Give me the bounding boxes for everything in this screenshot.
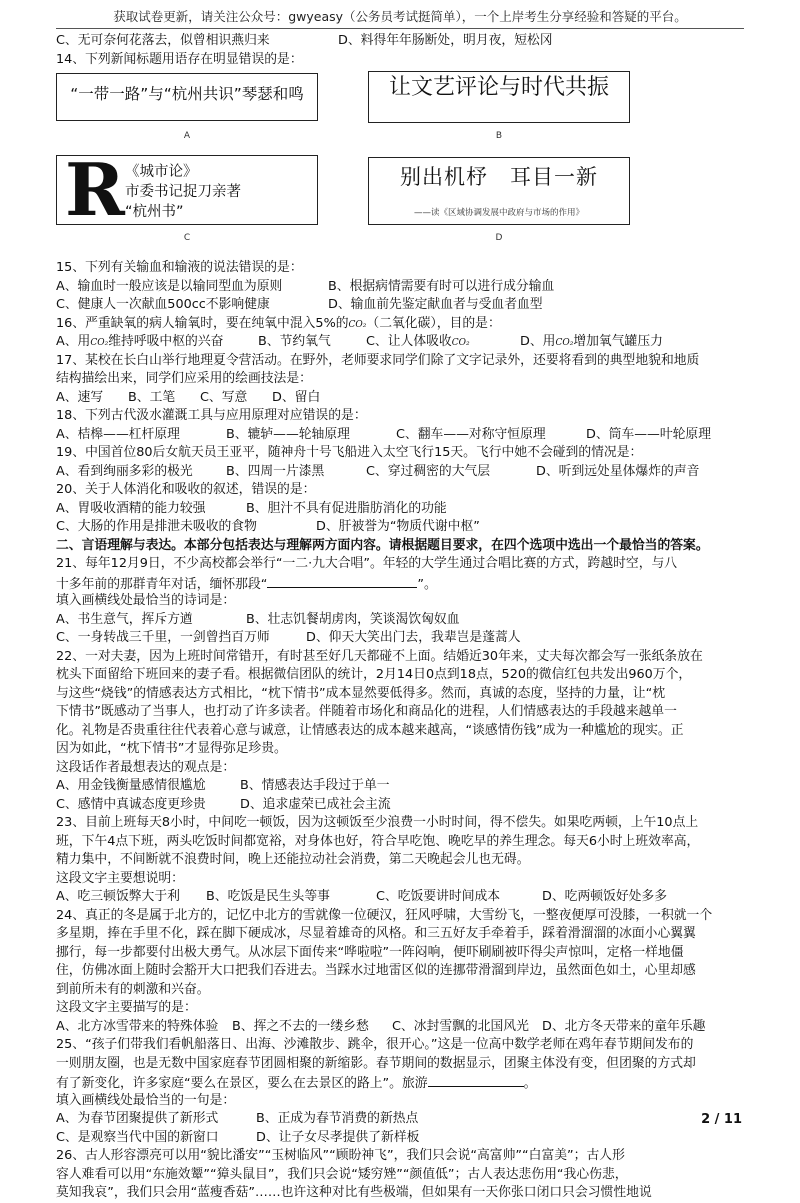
option: D、追求虚荣已成社会主流: [240, 796, 391, 812]
option: A、用CO₂维持呼吸中枢的兴奋: [56, 334, 224, 349]
option: D、让子女尽孝提供了新样板: [256, 1129, 420, 1145]
option: B、情感表达手段过于单一: [240, 778, 390, 793]
passage-line: 住，仿佛冰面上随时会豁开大口把我们吞进去。当踩水过地雷区似的连挪带滑溜到岸边，虽然面色如土，心里却感: [56, 963, 696, 978]
question-stem: 结构描绘出来，同学们应采用的绘画技法是：: [56, 371, 312, 386]
option: D、筒车——叶轮原理: [586, 426, 712, 442]
figure-a: [56, 73, 318, 121]
passage-line: 26、古人形容漂亮可以用“貌比潘安”“玉树临风”“顾盼神飞”，我们只会说“高富帅”“白富美”；古人形: [56, 1148, 625, 1163]
option: D、吃两顿饭好处多多: [542, 889, 668, 904]
passage-line: 22、一对夫妻，因为上班时间常错开，有时甚至好几天都碰不上面。结婚近30年来，丈夫每次都会写一张纸条放在: [56, 648, 703, 664]
figure-b-text: 让文艺评论与时代共振: [388, 75, 609, 100]
option: B、壮志饥餐胡虏肉，笑谈渴饮匈奴血: [246, 611, 460, 627]
figure-c-caption: C: [183, 233, 191, 243]
option: C、让人体吸收CO₂: [366, 334, 470, 349]
fill-blank: [267, 574, 417, 588]
page-number: 2 / 11: [701, 1112, 742, 1127]
passage-line: 与这些“烧钱”的情感表达方式相比，“枕下情书”成本显然要低得多。然而，真诚的态度，坚持的力量，让“枕: [56, 685, 666, 701]
option: A、胃吸收酒精的能力较强: [56, 500, 206, 516]
question-stem: 21、每年12月9日，不少高校都会举行“一二·九大合唱”。年轻的大学生通过合唱比赛的方式，跨越时空，与八: [56, 556, 678, 571]
figure-c-line: “杭州书”: [125, 204, 184, 220]
q18-options: [56, 426, 750, 445]
passage-line: 班，下午4点下班，两头吃饭时间都宽裕，对身体也好，符合早吃饱、晚吃早的养生理念。每天6小时上班效率高，: [56, 833, 700, 849]
q20-options-row1: [56, 500, 750, 519]
question-stem: 14、下列新闻标题用语存在明显错误的是：: [56, 51, 303, 67]
passage-line: 到前所未有的刺激和兴奋。: [56, 981, 210, 997]
option: D、北方冬天带来的童年乐趣: [542, 1018, 706, 1034]
passage-line: 多星期，捧在手里不化，踩在脚下硬成冰，尽显着雄奇的风格。和三五好友手牵着手，踩着滑溜溜的冰面小心翼翼: [56, 926, 696, 941]
q15-options-row1: [56, 278, 750, 297]
option: B、吃饭是民生头等事: [206, 889, 330, 904]
option: B、根据病情需要有时可以进行成分输血: [328, 278, 555, 294]
option: A、看到绚丽多彩的极光: [56, 463, 193, 479]
option: C、穿过稠密的大气层: [366, 463, 491, 479]
option: A、北方冰雪带来的特殊体验: [56, 1018, 219, 1034]
q21-options-row2: [56, 629, 750, 648]
option: D、用CO₂增加氧气罐压力: [520, 334, 663, 349]
option: B、正成为春节消费的新热点: [256, 1111, 419, 1126]
passage-line: 一则朋友圈，也是无数中国家庭春节团圆相聚的新缩影。春节期间的数据显示，团聚主体没有变，但团聚的方式却: [56, 1055, 696, 1071]
q17-options: [56, 389, 750, 408]
passage-line: 因为如此，“枕下情书”才显得弥足珍贵。: [56, 741, 287, 756]
figure-c-line: 市委书记捉刀亲著: [125, 184, 241, 200]
option: A、用金钱衡量感情很尴尬: [56, 778, 206, 793]
q24-options: [56, 1018, 750, 1037]
option: A、为春节团聚提供了新形式: [56, 1111, 219, 1126]
question-stem: 18、下列古代汲水灌溉工具与应用原理对应错误的是：: [56, 408, 367, 423]
stem-text: 有了新变化，许多家庭“要么在景区，要么在去景区的路上”。旅游: [56, 1076, 428, 1091]
question-prompt: 这段文字主要想说明：: [56, 870, 184, 886]
option: C、无可奈何花落去，似曾相识燕归来: [56, 33, 270, 48]
option: B、挥之不去的一缕乡愁: [232, 1018, 369, 1034]
option: D、肝被誉为“物质代谢中枢”: [316, 519, 480, 534]
passage-line: 下情书”既感动了当事人，也打动了许多读者。伴随着市场化和商品化的进程，人们情感表达的手段越来越单一: [56, 704, 677, 719]
option: C、感情中真诚态度更珍贵: [56, 796, 206, 812]
option: B、四周一片漆黑: [226, 463, 325, 479]
option: A、吃三顿饭弊大于利: [56, 889, 180, 904]
stem-text: 。: [523, 1076, 537, 1091]
question-prompt: 这段话作者最想表达的观点是：: [56, 759, 236, 775]
option: A、输血时一般应该是以输同型血为原则: [56, 278, 283, 294]
figure-b-caption: B: [495, 131, 503, 141]
option: B、工笔: [128, 389, 176, 405]
option: B、节约氧气: [258, 334, 331, 349]
option: C、健康人一次献血500cc不影响健康: [56, 297, 270, 312]
option: C、冰封雪飘的北国风光: [392, 1018, 529, 1034]
q22-options-row1: [56, 777, 750, 796]
figure-a-text: “一带一路”与“杭州共识”琴瑟和鸣: [70, 85, 304, 103]
option: A、桔槔——杠杆原理: [56, 426, 180, 442]
option: D、输血前先鉴定献血者与受血者血型: [328, 297, 543, 312]
option: B、辘轳——轮轴原理: [226, 426, 350, 442]
option: B、胆汁不具有促进脂肪消化的功能: [246, 500, 447, 516]
figure-a-caption: A: [183, 131, 191, 141]
passage-line: 枕头下面留给下班回来的妻子看。根据微信团队的统计，2月14日0点到18点，520的微信红包共发出960万个，: [56, 667, 692, 682]
option: C、翻车——对称守恒原理: [396, 426, 546, 442]
passage-line: 23、目前上班每天8小时，中间吃一顿饭，因为这顿饭至少浪费一小时时间，得不偿失。如果吃两顿，上午10点上: [56, 815, 699, 830]
question-stem: 19、中国首位80后女航天员王亚平，随神舟十号飞船进入太空飞行15天。飞行中她不会碰到的情况是：: [56, 445, 643, 460]
q13-options: [56, 32, 750, 51]
option: D、听到远处星体爆炸的声音: [536, 463, 700, 479]
figure-d-title: 别出机杼 耳目一新: [400, 165, 598, 189]
section-heading: 二、言语理解与表达。本部分包括表达与理解两方面内容。请根据题目要求，在四个选项中选出一个最恰当的答案。: [56, 537, 709, 553]
figure-d: [368, 157, 630, 225]
passage-line: [56, 1073, 750, 1092]
passage-line: 容人难看可以用“东施效颦”“獐头鼠目”，我们只会说“矮穷矬”“颜值低”；古人表达悲伤用“我心伤悲，: [56, 1166, 628, 1182]
page-header: 获取试卷更新，请关注公众号：gwyeasy（公务员考试挺简单），一个上岸考生分享经验和答疑的平台。: [113, 9, 687, 24]
figure-c-text: [125, 162, 241, 222]
stem-text: 16、严重缺氧的病人输氧时，要在纯氧中混入5%的: [56, 315, 349, 331]
question-prompt: 这段文字主要描写的是：: [56, 1000, 197, 1015]
figure-c: [56, 147, 318, 232]
figure-b: [368, 71, 630, 123]
header-divider: [56, 28, 744, 29]
passage-line: 精力集中，不间断就不浪费时间，晚上还能拉动社会消费，第二天晚起会儿也无碍。: [56, 852, 530, 867]
option: A、速写: [56, 389, 104, 405]
question-stem: [56, 574, 750, 593]
q15-options-row2: [56, 296, 750, 315]
stem-text: 十多年前的那群青年对话，缅怀那段“: [56, 576, 268, 592]
option: C、是观察当代中国的新窗口: [56, 1129, 219, 1145]
q20-options-row2: [56, 518, 750, 537]
question-prompt: 填入画横线处最恰当的一句是：: [56, 1092, 236, 1108]
figure-c-big-letter: R: [65, 147, 125, 232]
q25-options-row1: [56, 1110, 750, 1129]
passage-line: 化。礼物是否贵重往往代表着心意与诚意，让情感表达的成本越来越高，“谈感情伤钱”成为一种尴尬的现实。正: [56, 722, 684, 738]
question-stem: [56, 315, 750, 334]
figure-d-caption: D: [495, 233, 503, 243]
option: D、仰天大笑出门去，我辈岂是蓬蒿人: [306, 630, 521, 645]
figure-c-line: 《城市论》: [125, 164, 198, 180]
option: C、大肠的作用是排泄未吸收的食物: [56, 519, 257, 534]
exam-content: [56, 32, 750, 1203]
option: A、书生意气，挥斥方遒: [56, 611, 193, 627]
option: C、吃饭要讲时间成本: [376, 889, 501, 904]
passage-line: 挪行，每一步都要付出极大勇气。从冰层下面传来“哗啦啦”一阵闷响，便吓刷刷被吓得尖声惊叫，定格一样地僵: [56, 944, 684, 960]
stem-text: （二氧化碳），目的是：: [366, 315, 501, 331]
q16-options: [56, 333, 750, 352]
question-prompt: 填入画横线处最恰当的诗词是：: [56, 593, 236, 608]
figure-d-subtitle: ——读《区域协调发展中政府与市场的作用》: [413, 208, 584, 218]
question-stem: 15、下列有关输血和输液的说法错误的是：: [56, 260, 303, 275]
q19-options: [56, 463, 750, 482]
q22-options-row2: [56, 796, 750, 815]
option: C、一身转战三千里，一剑曾挡百万师: [56, 630, 270, 645]
q21-options-row1: [56, 611, 750, 630]
option: D、留白: [272, 389, 321, 405]
q25-options-row2: [56, 1129, 750, 1148]
passage-line: 25、“孩子们带我们看帆船落日、出海、沙滩散步、跳伞，很开心。”这是一位高中数学老师在鸡年春节期间发布的: [56, 1037, 694, 1052]
stem-text: ”。: [417, 576, 437, 592]
headline-figures: [56, 69, 750, 259]
option: D、料得年年肠断处，明月夜，短松冈: [338, 33, 553, 48]
option: C、写意: [200, 389, 248, 405]
question-stem: 17、某校在长白山举行地理夏令营活动。在野外，老师要求同学们除了文字记录外，还要将看到的典型地貌和地质: [56, 352, 700, 368]
q23-options: [56, 888, 750, 907]
passage-line: 莫知我哀”，我们只会用“蓝瘦香菇”……也许这种对比有些极端，但如果有一天你张口闭口只会习惯性地说: [56, 1185, 652, 1200]
question-stem: 20、关于人体消化和吸收的叙述，错误的是：: [56, 482, 316, 497]
passage-line: 24、真正的冬是属于北方的，记忆中北方的雪就像一位硬汉，狂风呼啸，大雪纷飞，一整夜便厚可没膝，一积就一个: [56, 907, 713, 923]
co2-formula: CO₂: [348, 319, 367, 330]
fill-blank: [428, 1073, 524, 1087]
